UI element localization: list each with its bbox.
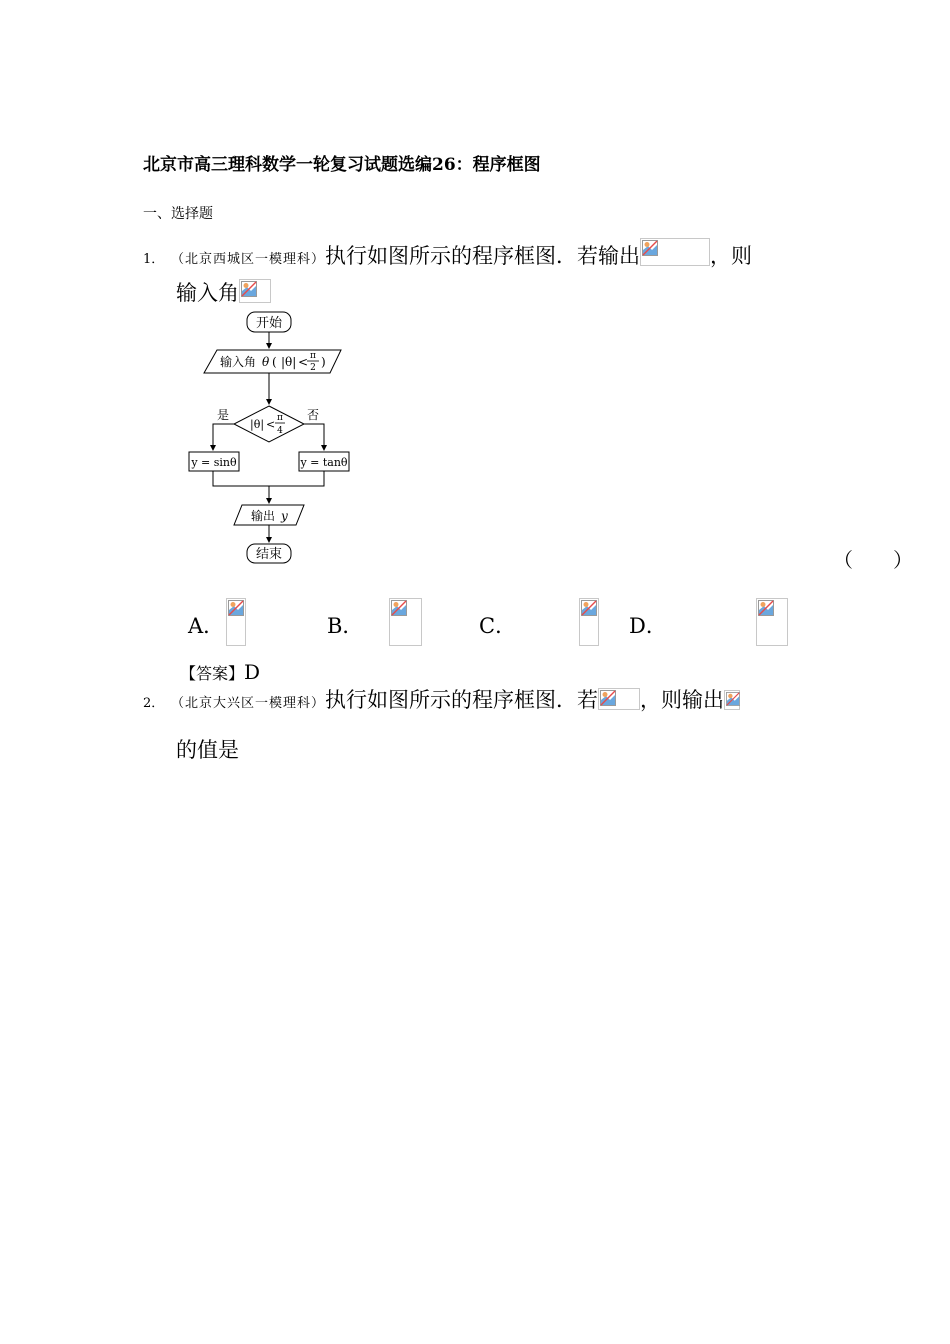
flowchart-input-theta: θ [262,355,270,369]
flowchart-decision-pi: π [277,413,283,423]
question-2-line-1 [143,684,740,714]
broken-image-icon [756,598,788,646]
flowchart-tan-label: y = tanθ [300,456,348,469]
broken-image-icon [598,688,640,710]
question-1-line-2 [176,277,271,307]
flowchart-output-label: 输出 [251,509,276,523]
flowchart-output-var: y [281,509,288,523]
flowchart-input-close-paren: ) [321,355,326,369]
option-a-label: A． [188,614,225,638]
answer-value: D [244,660,261,684]
section-heading: 一、选择题 [143,206,213,222]
question-1-answer [180,660,260,684]
option-d-label: D． [629,614,667,638]
flowchart-no-label: 否 [307,408,320,422]
option-c-label: C． [479,614,517,638]
page-title: 北京市高三理科数学一轮复习试题选编26：程序框图 [143,155,541,175]
broken-image-icon [579,598,599,646]
question-1-text-b: ，则 [709,244,752,268]
answer-label: 【答案】 [180,664,245,683]
flowchart [180,305,380,570]
flowchart-decision-abs-theta: |θ| [250,418,265,431]
broken-image-icon [724,690,740,710]
flowchart-input-open-paren: ( [272,355,277,369]
flowchart-start-label: 开始 [255,316,283,331]
flowchart-end-label: 结束 [255,547,283,562]
question-1-source: （北京西城区一模理科） [170,252,325,267]
flowchart-yes-label: 是 [217,408,230,422]
question-1-text-a: 执行如图所示的程序框图．若输出 [324,244,640,268]
flowchart-input-lt: < [298,355,309,369]
question-2-number: 2． [143,696,165,711]
flowchart-input-label: 输入角 [220,355,257,369]
answer-parentheses: （ ） [833,548,913,572]
flowchart-decision-lt: < [266,418,276,431]
question-1-line-1 [143,238,752,270]
question-2-text-a: 执行如图所示的程序框图．若 [324,688,598,712]
broken-image-icon [389,598,422,646]
flowchart-decision-four: 4 [277,426,283,436]
flowchart-sin-label: y = sinθ [191,456,237,469]
broken-image-icon [226,598,246,646]
question-1-number: 1． [143,252,165,267]
question-2-text-b: ，则输出 [639,688,724,712]
broken-image-icon [239,279,271,303]
question-1-text-c: 输入角 [176,281,239,305]
question-2-line-2: 的值是 [176,738,239,762]
flowchart-input-two: 2 [310,363,316,373]
question-2-source: （北京大兴区一模理科） [170,696,325,711]
flowchart-input-abs-theta: |θ| [281,355,297,369]
flowchart-input-pi: π [310,351,316,361]
option-b-label: B． [327,614,364,638]
broken-image-icon [640,238,710,266]
